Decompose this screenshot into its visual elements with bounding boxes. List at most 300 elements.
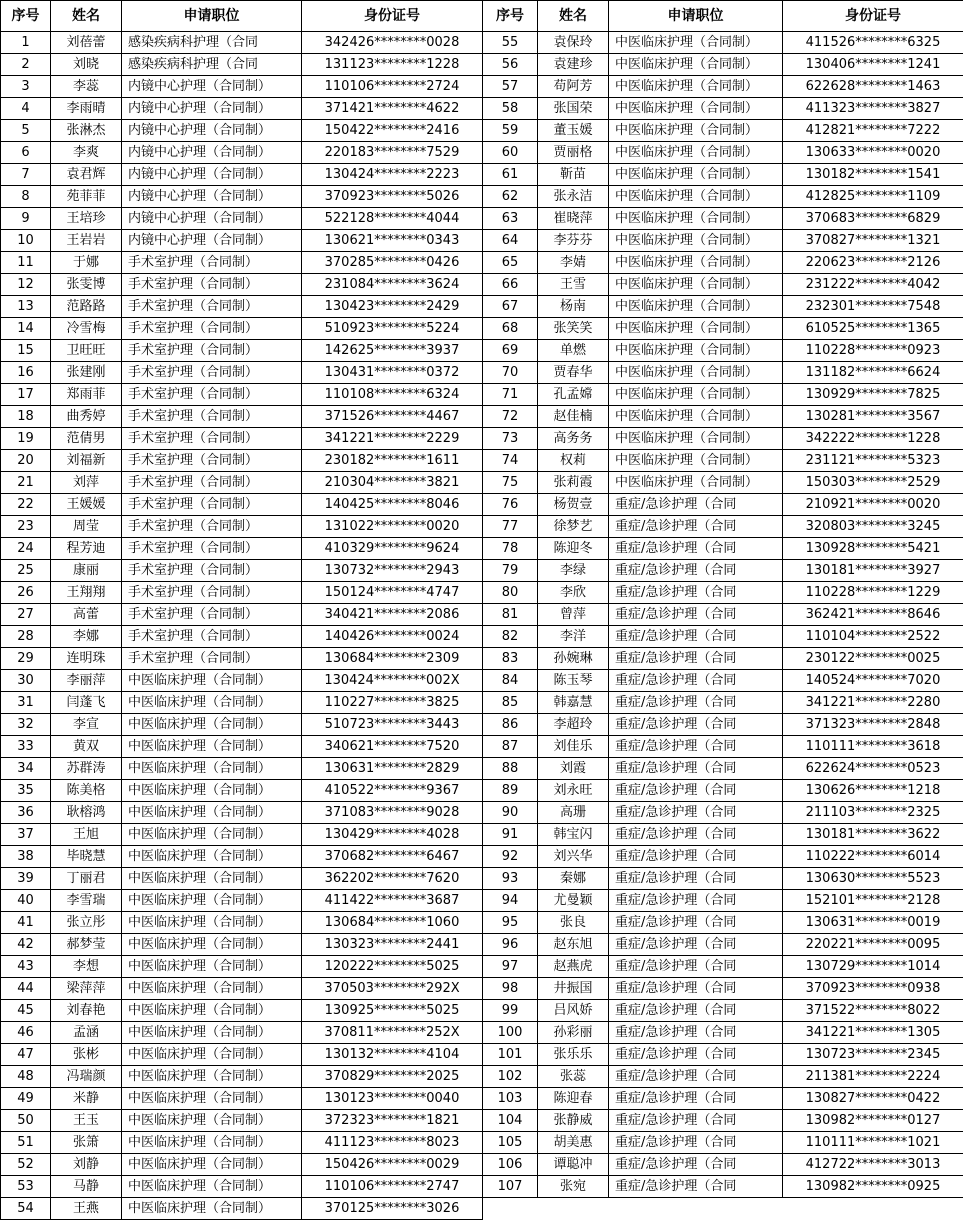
name-cell: 刘静	[51, 1154, 122, 1176]
table-row	[483, 494, 963, 516]
name-cell: 李洋	[538, 626, 609, 648]
seq-cell: 83	[483, 648, 538, 670]
table-row	[483, 340, 963, 362]
seq-cell: 3	[1, 76, 51, 98]
table-row	[1, 340, 483, 362]
table-row	[483, 428, 963, 450]
position-cell: 感染疾病科护理（合同	[122, 54, 302, 76]
table-row	[1, 560, 483, 582]
position-cell: 重症/急诊护理（合同	[609, 1132, 783, 1154]
name-cell: 李娜	[51, 626, 122, 648]
position-cell: 中医临床护理（合同制）	[609, 32, 783, 54]
id-cell: 130621********0343	[302, 230, 483, 252]
id-cell: 370683********6829	[783, 208, 963, 230]
name-cell: 袁建珍	[538, 54, 609, 76]
seq-cell: 14	[1, 318, 51, 340]
seq-cell: 43	[1, 956, 51, 978]
name-cell: 张永洁	[538, 186, 609, 208]
position-cell: 手术室护理（合同制）	[122, 560, 302, 582]
position-cell: 重症/急诊护理（合同	[609, 1154, 783, 1176]
name-cell: 冷雪梅	[51, 318, 122, 340]
table-row	[1, 252, 483, 274]
position-cell: 重症/急诊护理（合同	[609, 648, 783, 670]
seq-cell: 26	[1, 582, 51, 604]
seq-cell: 62	[483, 186, 538, 208]
seq-cell: 34	[1, 758, 51, 780]
name-cell: 谭聪冲	[538, 1154, 609, 1176]
table-row	[1, 142, 483, 164]
id-cell: 211381********2224	[783, 1066, 963, 1088]
position-cell: 中医临床护理（合同制）	[122, 934, 302, 956]
name-cell: 张箫	[51, 1132, 122, 1154]
seq-cell: 35	[1, 780, 51, 802]
id-cell: 622628********1463	[783, 76, 963, 98]
name-cell: 曲秀婷	[51, 406, 122, 428]
position-cell: 中医临床护理（合同制）	[609, 230, 783, 252]
header-id: 身份证号	[302, 1, 483, 32]
id-cell: 341221********1305	[783, 1022, 963, 1044]
table-row	[1, 164, 483, 186]
position-cell: 手术室护理（合同制）	[122, 274, 302, 296]
position-cell: 中医临床护理（合同制）	[122, 780, 302, 802]
seq-cell: 38	[1, 846, 51, 868]
seq-cell: 56	[483, 54, 538, 76]
name-cell: 刘萍	[51, 472, 122, 494]
seq-cell: 21	[1, 472, 51, 494]
seq-cell: 76	[483, 494, 538, 516]
table-row	[1, 208, 483, 230]
position-cell: 中医临床护理（合同制）	[122, 1088, 302, 1110]
id-cell: 130633********0020	[783, 142, 963, 164]
position-cell: 手术室护理（合同制）	[122, 472, 302, 494]
position-cell: 中医临床护理（合同制）	[609, 54, 783, 76]
id-cell: 371526********4467	[302, 406, 483, 428]
table-row	[483, 1044, 963, 1066]
table-row	[483, 956, 963, 978]
seq-cell: 42	[1, 934, 51, 956]
id-cell: 110108********6324	[302, 384, 483, 406]
name-cell: 连明珠	[51, 648, 122, 670]
seq-cell: 61	[483, 164, 538, 186]
seq-cell: 106	[483, 1154, 538, 1176]
name-cell: 陈美格	[51, 780, 122, 802]
table-row	[483, 450, 963, 472]
id-cell: 130406********1241	[783, 54, 963, 76]
id-cell: 340421********2086	[302, 604, 483, 626]
id-cell: 412825********1109	[783, 186, 963, 208]
table-body-right	[483, 32, 963, 1198]
table-row	[483, 208, 963, 230]
table-row	[483, 802, 963, 824]
name-cell: 崔晓萍	[538, 208, 609, 230]
table-row	[1, 846, 483, 868]
id-cell: 230182********1611	[302, 450, 483, 472]
id-cell: 130684********1060	[302, 912, 483, 934]
position-cell: 中医临床护理（合同制）	[122, 802, 302, 824]
id-cell: 130424********002X	[302, 670, 483, 692]
id-cell: 370503********292X	[302, 978, 483, 1000]
name-cell: 李雨晴	[51, 98, 122, 120]
name-cell: 程芳迪	[51, 538, 122, 560]
id-cell: 130723********2345	[783, 1044, 963, 1066]
position-cell: 手术室护理（合同制）	[122, 494, 302, 516]
seq-cell: 6	[1, 142, 51, 164]
name-cell: 高珊	[538, 802, 609, 824]
seq-cell: 94	[483, 890, 538, 912]
name-cell: 刘永旺	[538, 780, 609, 802]
name-cell: 张彬	[51, 1044, 122, 1066]
table-row	[1, 32, 483, 54]
position-cell: 中医临床护理（合同制）	[122, 736, 302, 758]
position-cell: 手术室护理（合同制）	[122, 384, 302, 406]
id-cell: 130928********5421	[783, 538, 963, 560]
position-cell: 手术室护理（合同制）	[122, 538, 302, 560]
name-cell: 康丽	[51, 560, 122, 582]
position-cell: 中医临床护理（合同制）	[609, 76, 783, 98]
name-cell: 袁君辉	[51, 164, 122, 186]
position-cell: 中医临床护理（合同制）	[122, 670, 302, 692]
position-cell: 内镜中心护理（合同制）	[122, 120, 302, 142]
table-row	[1, 98, 483, 120]
seq-cell: 9	[1, 208, 51, 230]
id-cell: 130982********0127	[783, 1110, 963, 1132]
table-body-left	[1, 32, 483, 1220]
position-cell: 中医临床护理（合同制）	[609, 296, 783, 318]
table-row	[1, 274, 483, 296]
table-row	[483, 120, 963, 142]
seq-cell: 46	[1, 1022, 51, 1044]
name-cell: 刘福新	[51, 450, 122, 472]
id-cell: 130684********2309	[302, 648, 483, 670]
id-cell: 130132********4104	[302, 1044, 483, 1066]
seq-cell: 77	[483, 516, 538, 538]
table-row	[1, 758, 483, 780]
name-cell: 丁丽君	[51, 868, 122, 890]
table-row	[483, 934, 963, 956]
id-cell: 130732********2943	[302, 560, 483, 582]
table-row	[1, 1088, 483, 1110]
name-cell: 苟阿芳	[538, 76, 609, 98]
seq-cell: 30	[1, 670, 51, 692]
table-row	[483, 318, 963, 340]
seq-cell: 2	[1, 54, 51, 76]
seq-cell: 40	[1, 890, 51, 912]
seq-cell: 107	[483, 1176, 538, 1198]
table-row	[1, 912, 483, 934]
id-cell: 362202********7620	[302, 868, 483, 890]
seq-cell: 71	[483, 384, 538, 406]
position-cell: 中医临床护理（合同制）	[609, 340, 783, 362]
id-cell: 130631********2829	[302, 758, 483, 780]
name-cell: 张建刚	[51, 362, 122, 384]
table-row	[483, 978, 963, 1000]
seq-cell: 49	[1, 1088, 51, 1110]
position-cell: 重症/急诊护理（合同	[609, 692, 783, 714]
name-cell: 张笑笑	[538, 318, 609, 340]
id-cell: 110228********0923	[783, 340, 963, 362]
id-cell: 142625********3937	[302, 340, 483, 362]
table-row	[483, 1066, 963, 1088]
table-row	[483, 582, 963, 604]
table-row	[1, 868, 483, 890]
name-cell: 李雪瑞	[51, 890, 122, 912]
seq-cell: 22	[1, 494, 51, 516]
id-cell: 140426********0024	[302, 626, 483, 648]
id-cell: 370285********0426	[302, 252, 483, 274]
position-cell: 中医临床护理（合同制）	[122, 956, 302, 978]
id-cell: 220183********7529	[302, 142, 483, 164]
position-cell: 内镜中心护理（合同制）	[122, 186, 302, 208]
position-cell: 重症/急诊护理（合同	[609, 626, 783, 648]
name-cell: 贾春华	[538, 362, 609, 384]
seq-cell: 70	[483, 362, 538, 384]
name-cell: 孙彩丽	[538, 1022, 609, 1044]
name-cell: 赵佳楠	[538, 406, 609, 428]
position-cell: 中医临床护理（合同制）	[122, 1000, 302, 1022]
position-cell: 手术室护理（合同制）	[122, 318, 302, 340]
seq-cell: 16	[1, 362, 51, 384]
position-cell: 中医临床护理（合同制）	[609, 406, 783, 428]
position-cell: 中医临床护理（合同制）	[609, 362, 783, 384]
id-cell: 110228********1229	[783, 582, 963, 604]
seq-cell: 85	[483, 692, 538, 714]
table-row	[1, 54, 483, 76]
id-cell: 341221********2229	[302, 428, 483, 450]
position-cell: 手术室护理（合同制）	[122, 428, 302, 450]
applicant-table-right	[482, 0, 963, 1198]
header-row	[483, 1, 963, 32]
table-row	[1, 362, 483, 384]
id-cell: 370923********5026	[302, 186, 483, 208]
id-cell: 130181********3927	[783, 560, 963, 582]
position-cell: 手术室护理（合同制）	[122, 296, 302, 318]
id-cell: 130431********0372	[302, 362, 483, 384]
name-cell: 张良	[538, 912, 609, 934]
position-cell: 感染疾病科护理（合同	[122, 32, 302, 54]
name-cell: 陈玉琴	[538, 670, 609, 692]
position-cell: 重症/急诊护理（合同	[609, 714, 783, 736]
position-cell: 重症/急诊护理（合同	[609, 758, 783, 780]
name-cell: 王玉	[51, 1110, 122, 1132]
seq-cell: 82	[483, 626, 538, 648]
name-cell: 曾萍	[538, 604, 609, 626]
seq-cell: 25	[1, 560, 51, 582]
name-cell: 卫旺旺	[51, 340, 122, 362]
seq-cell: 55	[483, 32, 538, 54]
name-cell: 尤曼颖	[538, 890, 609, 912]
id-cell: 622624********0523	[783, 758, 963, 780]
position-cell: 中医临床护理（合同制）	[122, 978, 302, 1000]
table-row	[1, 582, 483, 604]
id-cell: 130729********1014	[783, 956, 963, 978]
id-cell: 370811********252X	[302, 1022, 483, 1044]
id-cell: 411422********3687	[302, 890, 483, 912]
table-row	[483, 890, 963, 912]
name-cell: 李蕊	[51, 76, 122, 98]
seq-cell: 39	[1, 868, 51, 890]
seq-cell: 23	[1, 516, 51, 538]
position-cell: 中医临床护理（合同制）	[609, 384, 783, 406]
position-cell: 手术室护理（合同制）	[122, 626, 302, 648]
id-cell: 342222********1228	[783, 428, 963, 450]
seq-cell: 100	[483, 1022, 538, 1044]
seq-cell: 54	[1, 1198, 51, 1220]
table-row	[483, 714, 963, 736]
id-cell: 220221********0095	[783, 934, 963, 956]
position-cell: 重症/急诊护理（合同	[609, 890, 783, 912]
seq-cell: 88	[483, 758, 538, 780]
table-row	[1, 714, 483, 736]
position-cell: 中医临床护理（合同制）	[609, 472, 783, 494]
name-cell: 王旭	[51, 824, 122, 846]
id-cell: 371421********4622	[302, 98, 483, 120]
name-cell: 梁萍萍	[51, 978, 122, 1000]
id-cell: 210304********3821	[302, 472, 483, 494]
table-row	[483, 230, 963, 252]
position-cell: 中医临床护理（合同制）	[609, 164, 783, 186]
id-cell: 410522********9367	[302, 780, 483, 802]
table-row	[1, 1022, 483, 1044]
position-cell: 重症/急诊护理（合同	[609, 604, 783, 626]
id-cell: 131022********0020	[302, 516, 483, 538]
seq-cell: 103	[483, 1088, 538, 1110]
id-cell: 130182********1541	[783, 164, 963, 186]
table-row	[1, 1066, 483, 1088]
position-cell: 中医临床护理（合同制）	[122, 1132, 302, 1154]
id-cell: 340621********7520	[302, 736, 483, 758]
id-cell: 232301********7548	[783, 296, 963, 318]
seq-cell: 5	[1, 120, 51, 142]
id-cell: 362421********8646	[783, 604, 963, 626]
position-cell: 重症/急诊护理（合同	[609, 1022, 783, 1044]
id-cell: 320803********3245	[783, 516, 963, 538]
header-seq: 序号	[483, 1, 538, 32]
name-cell: 张乐乐	[538, 1044, 609, 1066]
seq-cell: 79	[483, 560, 538, 582]
name-cell: 陈迎冬	[538, 538, 609, 560]
seq-cell: 8	[1, 186, 51, 208]
table-row	[483, 252, 963, 274]
seq-cell: 87	[483, 736, 538, 758]
name-cell: 王培珍	[51, 208, 122, 230]
position-cell: 内镜中心护理（合同制）	[122, 76, 302, 98]
name-cell: 刘兴华	[538, 846, 609, 868]
id-cell: 110227********3825	[302, 692, 483, 714]
name-cell: 赵东旭	[538, 934, 609, 956]
position-cell: 手术室护理（合同制）	[122, 450, 302, 472]
table-row	[483, 1110, 963, 1132]
name-cell: 李想	[51, 956, 122, 978]
id-cell: 110104********2522	[783, 626, 963, 648]
position-cell: 手术室护理（合同制）	[122, 406, 302, 428]
position-cell: 重症/急诊护理（合同	[609, 560, 783, 582]
seq-cell: 99	[483, 1000, 538, 1022]
id-cell: 231121********5323	[783, 450, 963, 472]
name-cell: 刘晓	[51, 54, 122, 76]
seq-cell: 53	[1, 1176, 51, 1198]
position-cell: 中医临床护理（合同制）	[122, 846, 302, 868]
position-cell: 重症/急诊护理（合同	[609, 1176, 783, 1198]
table-row	[483, 1132, 963, 1154]
position-cell: 内镜中心护理（合同制）	[122, 164, 302, 186]
id-cell: 130630********5523	[783, 868, 963, 890]
table-row	[483, 538, 963, 560]
id-cell: 120222********5025	[302, 956, 483, 978]
name-cell: 张宛	[538, 1176, 609, 1198]
table-row	[1, 890, 483, 912]
name-cell: 王翔翔	[51, 582, 122, 604]
seq-cell: 102	[483, 1066, 538, 1088]
name-cell: 张蕊	[538, 1066, 609, 1088]
name-cell: 刘霞	[538, 758, 609, 780]
id-cell: 372323********1821	[302, 1110, 483, 1132]
position-cell: 重症/急诊护理（合同	[609, 736, 783, 758]
position-cell: 重症/急诊护理（合同	[609, 1110, 783, 1132]
table-row	[1, 626, 483, 648]
position-cell: 重症/急诊护理（合同	[609, 956, 783, 978]
table-row	[1, 1000, 483, 1022]
table-row	[1, 1110, 483, 1132]
position-cell: 重症/急诊护理（合同	[609, 494, 783, 516]
seq-cell: 48	[1, 1066, 51, 1088]
name-cell: 贾丽格	[538, 142, 609, 164]
header-position: 申请职位	[609, 1, 783, 32]
seq-cell: 27	[1, 604, 51, 626]
header-position: 申请职位	[122, 1, 302, 32]
position-cell: 中医临床护理（合同制）	[609, 98, 783, 120]
table-row	[1, 1154, 483, 1176]
position-cell: 内镜中心护理（合同制）	[122, 208, 302, 230]
name-cell: 张淋杰	[51, 120, 122, 142]
name-cell: 董玉媛	[538, 120, 609, 142]
name-cell: 张雯博	[51, 274, 122, 296]
seq-cell: 24	[1, 538, 51, 560]
position-cell: 中医临床护理（合同制）	[122, 1154, 302, 1176]
position-cell: 中医临床护理（合同制）	[122, 1066, 302, 1088]
seq-cell: 74	[483, 450, 538, 472]
table-row	[1, 494, 483, 516]
table-row	[1, 186, 483, 208]
seq-cell: 63	[483, 208, 538, 230]
id-cell: 130429********4028	[302, 824, 483, 846]
seq-cell: 45	[1, 1000, 51, 1022]
seq-cell: 57	[483, 76, 538, 98]
name-cell: 孙婉琳	[538, 648, 609, 670]
position-cell: 中医临床护理（合同制）	[122, 692, 302, 714]
id-cell: 130424********2223	[302, 164, 483, 186]
position-cell: 中医临床护理（合同制）	[609, 450, 783, 472]
position-cell: 重症/急诊护理（合同	[609, 934, 783, 956]
table-row	[1, 318, 483, 340]
position-cell: 手术室护理（合同制）	[122, 340, 302, 362]
id-cell: 370682********6467	[302, 846, 483, 868]
seq-cell: 84	[483, 670, 538, 692]
seq-cell: 81	[483, 604, 538, 626]
table-row	[1, 604, 483, 626]
position-cell: 中医临床护理（合同制）	[122, 890, 302, 912]
position-cell: 中医临床护理（合同制）	[609, 252, 783, 274]
table-row	[1, 1176, 483, 1198]
seq-cell: 4	[1, 98, 51, 120]
name-cell: 冯瑞颜	[51, 1066, 122, 1088]
name-cell: 刘春艳	[51, 1000, 122, 1022]
seq-cell: 95	[483, 912, 538, 934]
id-cell: 410329********9624	[302, 538, 483, 560]
seq-cell: 59	[483, 120, 538, 142]
seq-cell: 50	[1, 1110, 51, 1132]
name-cell: 陈迎春	[538, 1088, 609, 1110]
id-cell: 110111********3618	[783, 736, 963, 758]
